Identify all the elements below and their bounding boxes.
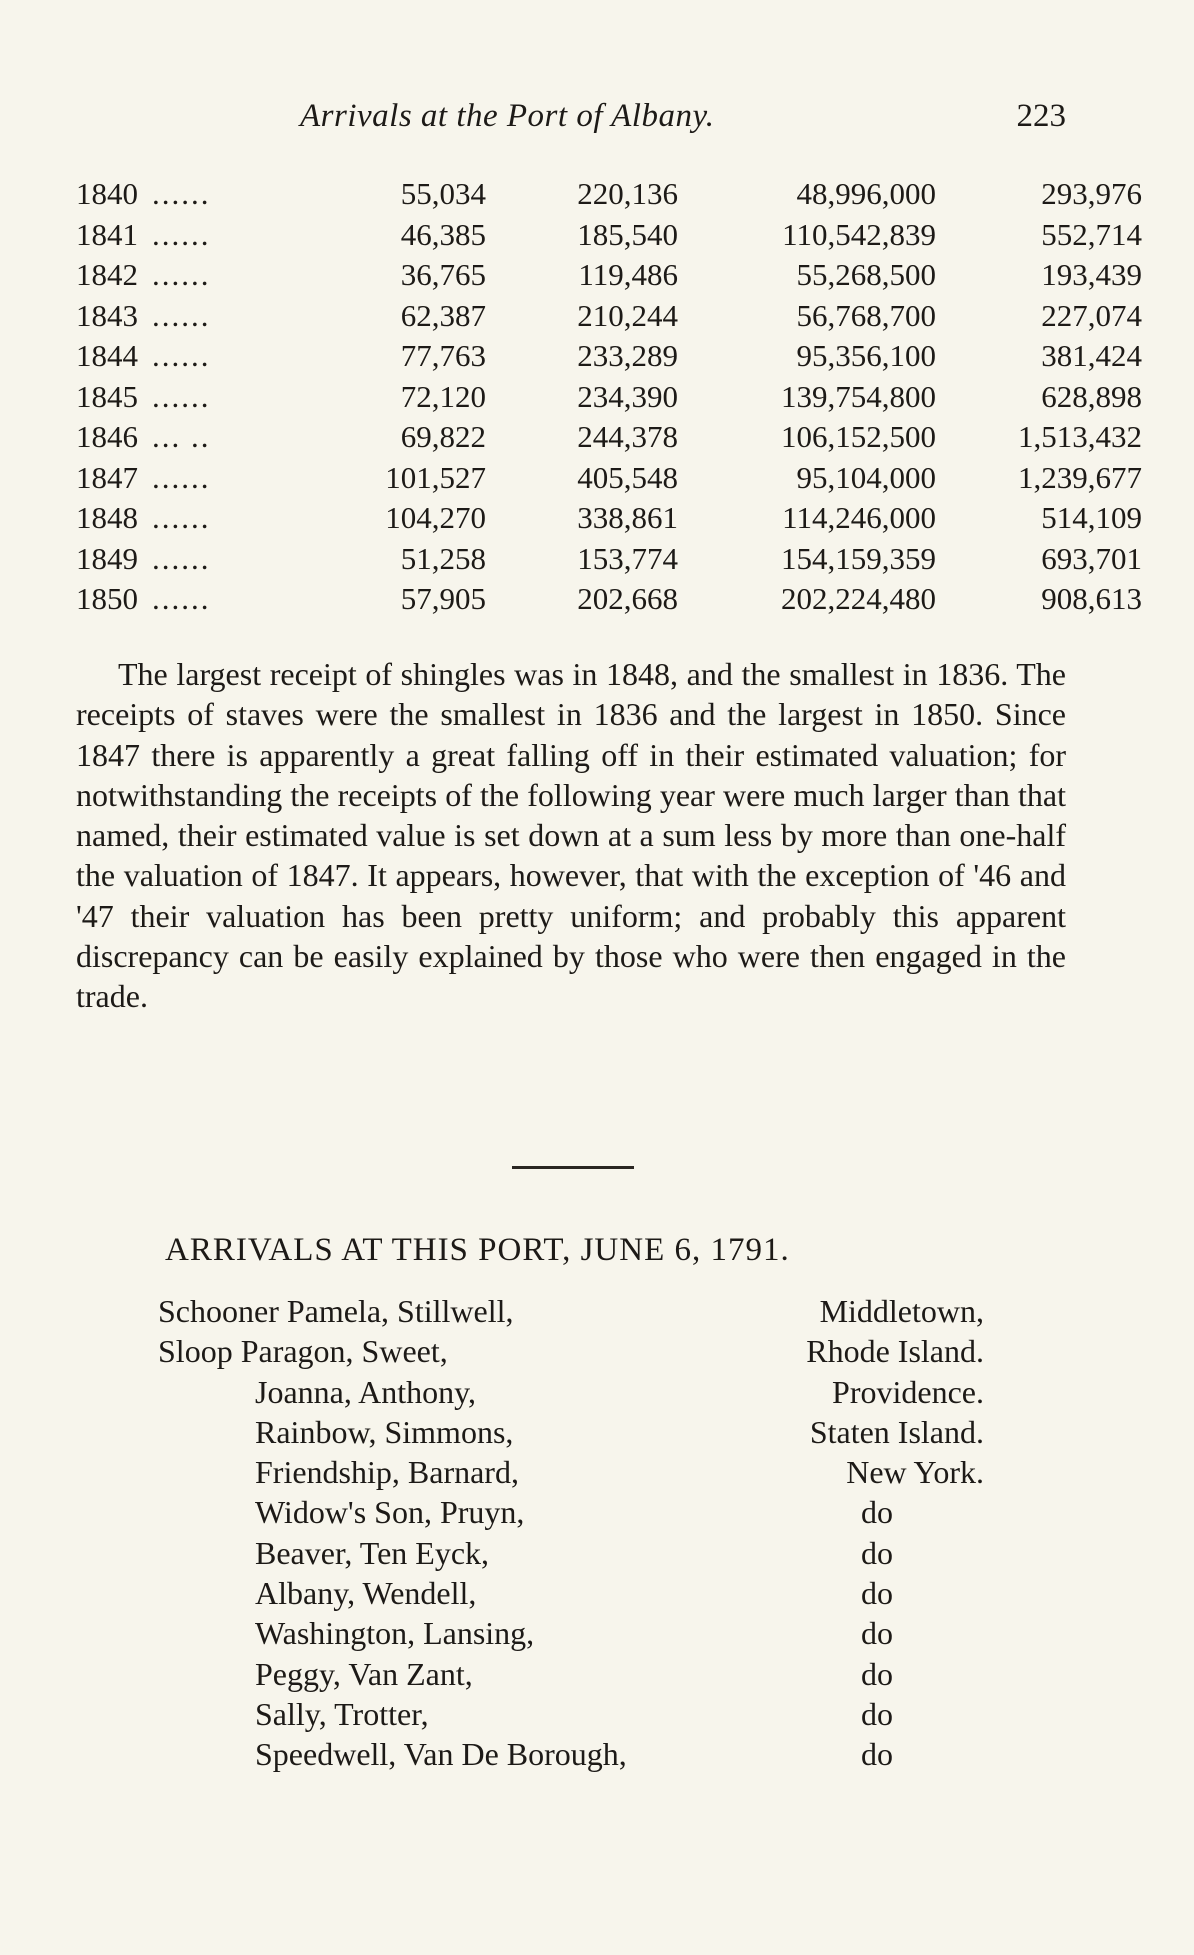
value-cell: 293,976	[1041, 176, 1142, 211]
list-item	[0, 1613, 1194, 1653]
value-cell: 153,774	[577, 540, 678, 576]
table-row	[76, 458, 1142, 499]
value-cell: 1,239,677	[1018, 459, 1142, 495]
destination: do	[861, 1615, 893, 1652]
value-cell: 234,390	[577, 378, 678, 414]
destination: Staten Island.	[809, 1413, 984, 1450]
vessel-name: Peggy, Van Zant,	[255, 1655, 473, 1692]
page-number: 223	[1016, 98, 1066, 134]
year-cell: 1848	[76, 500, 138, 535]
value-cell: 106,152,500	[781, 419, 936, 454]
leader-dots: ......	[152, 216, 211, 252]
destination: Providence.	[832, 1373, 984, 1410]
list-item	[0, 1291, 1194, 1331]
value-cell: 381,424	[1041, 338, 1142, 373]
table-row	[76, 296, 1142, 337]
value-cell: 55,034	[400, 176, 486, 211]
value-cell: 244,378	[577, 419, 678, 454]
value-cell: 220,136	[577, 176, 678, 211]
table-row	[76, 539, 1142, 580]
table-row	[76, 377, 1142, 418]
value-cell: 139,754,800	[781, 378, 936, 414]
list-item	[0, 1533, 1194, 1573]
value-cell: 55,268,500	[796, 257, 936, 292]
leader-dots: ......	[152, 378, 211, 414]
list-item	[0, 1654, 1194, 1694]
leader-dots: ... ..	[152, 419, 211, 454]
vessel-name: Sally, Trotter,	[255, 1695, 429, 1732]
value-cell: 57,905	[400, 581, 486, 616]
list-item	[0, 1492, 1194, 1532]
year-cell: 1845	[76, 378, 138, 414]
leader-dots: ......	[152, 338, 211, 373]
value-cell: 628,898	[1041, 378, 1142, 414]
value-cell: 552,714	[1041, 216, 1142, 252]
vessel-name: Friendship, Barnard,	[255, 1454, 519, 1491]
leader-dots: ......	[152, 581, 211, 616]
vessel-name: Widow's Son, Pruyn,	[255, 1494, 525, 1531]
value-cell: 95,356,100	[796, 338, 936, 373]
year-cell: 1850	[76, 581, 138, 616]
value-cell: 338,861	[577, 500, 678, 535]
destination: New York.	[846, 1454, 984, 1491]
value-cell: 193,439	[1041, 257, 1142, 292]
value-cell: 77,763	[400, 338, 486, 373]
value-cell: 693,701	[1041, 540, 1142, 576]
value-cell: 36,765	[400, 257, 486, 292]
running-title: Arrivals at the Port of Albany.	[300, 98, 715, 134]
value-cell: 154,159,359	[781, 540, 936, 576]
value-cell: 908,613	[1041, 581, 1142, 616]
year-cell: 1841	[76, 216, 138, 252]
table-row	[76, 498, 1142, 539]
value-cell: 51,258	[400, 540, 486, 576]
destination: do	[861, 1695, 893, 1732]
value-cell: 95,104,000	[796, 459, 936, 495]
vessel-name: Washington, Lansing,	[255, 1615, 535, 1652]
list-item	[0, 1573, 1194, 1613]
value-cell: 69,822	[400, 419, 486, 454]
value-cell: 46,385	[400, 216, 486, 252]
leader-dots: ......	[152, 297, 211, 333]
vessel-name: Sloop Paragon, Sweet,	[158, 1333, 448, 1370]
value-cell: 405,548	[577, 459, 678, 495]
destination: Middletown,	[819, 1293, 984, 1329]
value-cell: 72,120	[400, 378, 486, 414]
arrivals-heading: ARRIVALS AT THIS PORT, JUNE 6, 1791.	[165, 1232, 790, 1268]
value-cell: 119,486	[578, 257, 678, 292]
destination: do	[861, 1534, 893, 1571]
vessel-name: Schooner Pamela, Stillwell,	[158, 1293, 514, 1329]
table-row	[76, 417, 1142, 458]
value-cell: 62,387	[400, 297, 486, 333]
leader-dots: ......	[152, 500, 211, 535]
vessel-name: Rainbow, Simmons,	[255, 1413, 514, 1450]
list-item	[0, 1452, 1194, 1492]
year-cell: 1846	[76, 419, 138, 454]
arrivals-list	[0, 1291, 1194, 1775]
destination: do	[861, 1736, 893, 1773]
value-cell: 56,768,700	[796, 297, 936, 333]
list-item	[0, 1372, 1194, 1412]
table-row	[76, 255, 1142, 296]
value-cell: 48,996,000	[796, 176, 936, 211]
destination: do	[861, 1575, 893, 1612]
table-row	[76, 579, 1142, 620]
year-cell: 1840	[76, 176, 138, 211]
year-cell: 1849	[76, 540, 138, 576]
year-cell: 1844	[76, 338, 138, 373]
value-cell: 514,109	[1041, 500, 1142, 535]
list-item	[0, 1694, 1194, 1734]
leader-dots: ......	[152, 459, 211, 495]
value-cell: 210,244	[577, 297, 678, 333]
vessel-name: Beaver, Ten Eyck,	[255, 1534, 490, 1571]
value-cell: 202,224,480	[781, 581, 936, 616]
destination: do	[861, 1494, 893, 1531]
statistics-table	[76, 174, 1142, 620]
value-cell: 202,668	[577, 581, 678, 616]
value-cell: 233,289	[577, 338, 678, 373]
section-divider	[512, 1166, 634, 1169]
value-cell: 227,074	[1041, 297, 1142, 333]
year-cell: 1847	[76, 459, 138, 495]
list-item	[0, 1331, 1194, 1371]
value-cell: 1,513,432	[1018, 419, 1142, 454]
list-item	[0, 1412, 1194, 1452]
table-row	[76, 174, 1142, 215]
leader-dots: ......	[152, 176, 211, 211]
year-cell: 1842	[76, 257, 138, 292]
body-paragraph: The largest receipt of shingles was in 1848, and the smallest in 1836. The receipts of staves were the smallest in 1836 and the largest in 1850. Since 1847 there is apparently a great falling off in their estimated valuation; for notwithstanding the receipts of the following year were much larger than that named, their estimated value is set down at a sum less by more than one-half the valuation of 1847. It appears, however, that with the exception of '46 and '47 their valuation has been pretty uniform; and probably this apparent discrepancy can be easily explained by those who were then engaged in the trade.	[76, 656, 1066, 1015]
value-cell: 101,527	[385, 459, 486, 495]
value-cell: 110,542,839	[782, 216, 936, 252]
vessel-name: Albany, Wendell,	[255, 1575, 477, 1612]
vessel-name: Joanna, Anthony,	[255, 1373, 477, 1410]
table-row	[76, 336, 1142, 377]
value-cell: 185,540	[577, 216, 678, 252]
table-row	[76, 215, 1142, 256]
leader-dots: ......	[152, 257, 211, 292]
leader-dots: ......	[152, 540, 211, 576]
page-header	[300, 98, 1080, 142]
list-item	[0, 1734, 1194, 1774]
year-cell: 1843	[76, 297, 138, 333]
value-cell: 104,270	[385, 500, 486, 535]
destination: do	[861, 1655, 893, 1692]
destination: Rhode Island.	[806, 1333, 984, 1370]
value-cell: 114,246,000	[782, 500, 936, 535]
vessel-name: Speedwell, Van De Borough,	[255, 1736, 627, 1773]
